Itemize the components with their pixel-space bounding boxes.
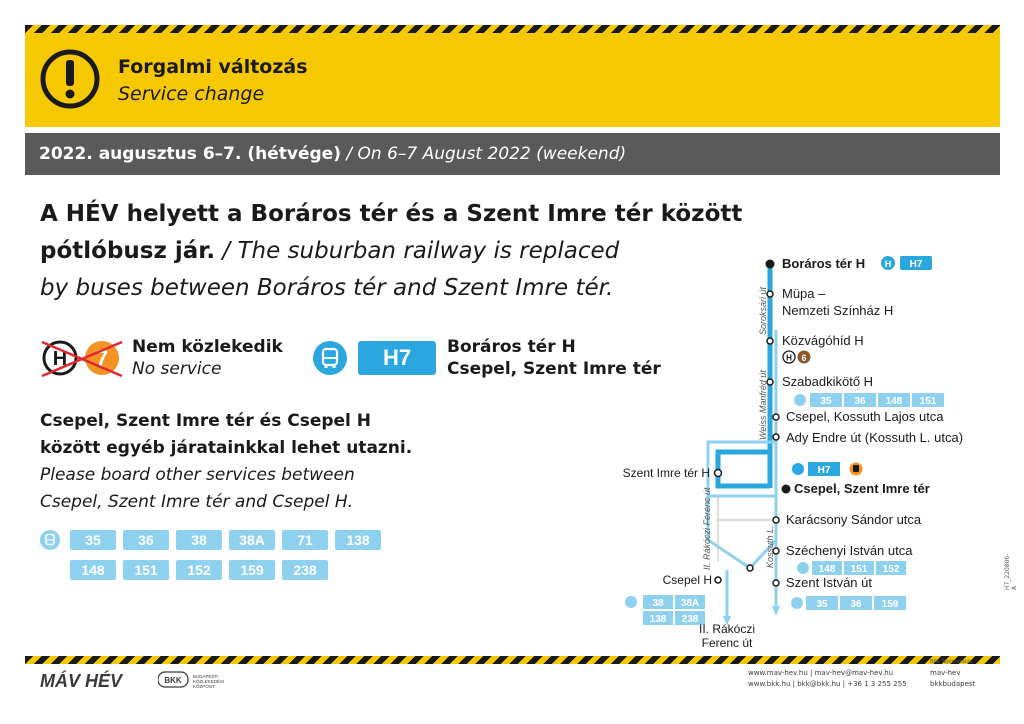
svg-text:7: 7: [95, 346, 109, 371]
route-chip-mini-label: 35: [816, 599, 828, 610]
social-bkk[interactable]: bkkbudapest: [930, 680, 976, 688]
stop-boraros: Boráros tér H: [782, 256, 866, 271]
svg-text:H: H: [884, 259, 892, 269]
social-mav[interactable]: mav-hev: [930, 669, 961, 677]
tram-6-icon: [798, 351, 811, 364]
route-chip: 238: [282, 560, 328, 580]
date-hu: 2022. augusztus 6–7. (hétvége): [39, 144, 341, 164]
contact-bkk[interactable]: www.bkk.hu | bkk@bkk.hu | +36 1 3 255 255: [748, 680, 907, 688]
route-chip-mini-label: 36: [854, 396, 866, 407]
h-icon: [783, 351, 795, 363]
stop-rakoczi-1: II. Rákóczi: [698, 622, 756, 636]
stop-dot: [766, 260, 775, 269]
svg-text:BUDAPESTI: BUDAPESTI: [193, 674, 219, 679]
no-service-en: No service: [132, 359, 222, 379]
print-code: H7_220806-A: [1004, 553, 1018, 590]
info-hu-2: között egyéb járatainkkal lehet utazni.: [40, 438, 413, 458]
route-chip-mini-label: 38A: [680, 598, 700, 609]
street-soroksari: Soroksári út: [758, 286, 768, 335]
arrow-icon: [772, 606, 780, 616]
route-chip-mini-label: 36: [850, 599, 862, 610]
route-chip-mini-label: 35: [820, 396, 832, 407]
route-chip: 148: [70, 560, 116, 580]
route-chip: 151: [123, 560, 169, 580]
social-block: [930, 668, 975, 690]
info-en-2: Csepel, Szent Imre tér and Csepel H.: [40, 492, 354, 512]
svg-text:BKK: BKK: [164, 676, 182, 685]
route-chip-mini-label: 159: [881, 599, 899, 610]
no-service-hu: Nem közlekedik: [132, 337, 283, 357]
stop-karacsony: Karácsony Sándor utca: [786, 512, 922, 527]
route-chip-mini-label: 148: [818, 564, 836, 575]
stop-szechenyi: Széchenyi István utca: [786, 543, 913, 558]
h7-mini-label: H7: [909, 259, 923, 270]
bus-icon-mini: [625, 596, 637, 608]
route-chip-mini-label: 148: [885, 396, 903, 407]
h7-badge: H7: [358, 341, 436, 375]
route-chip: 38A: [229, 530, 275, 550]
route-chip: 152: [176, 560, 222, 580]
mav-hev-logo: MÁV HÉV: [40, 671, 123, 691]
info-en-1: Please board other services between: [40, 465, 355, 485]
route-chip: 71: [282, 530, 328, 550]
stop-dot: [773, 517, 779, 523]
info-hu-1: Csepel, Szent Imre tér és Csepel H: [40, 411, 372, 431]
stop-dot: [782, 485, 791, 494]
route-chip-mini-label: 151: [850, 564, 868, 575]
credit: BKK Tájékoztatás: [930, 659, 973, 665]
h7-loop: [718, 452, 770, 486]
route-chip-mini-label: 152: [882, 564, 900, 575]
tram-icon: [850, 463, 863, 476]
street-weiss: Weiss Manfréd út: [758, 370, 768, 440]
stop-dot: [773, 580, 779, 586]
route-chip: 138: [335, 530, 381, 550]
route-map: [590, 240, 1000, 650]
date-en: / On 6–7 August 2022 (weekend): [346, 144, 627, 164]
street-kossuth: Kossuth L.: [765, 525, 775, 568]
stop-csepel-szent-imre: Csepel, Szent Imre tér: [794, 481, 930, 496]
h-icon: [881, 256, 895, 270]
bkk-logo: [158, 671, 248, 689]
contact-mav[interactable]: www.mav-hev.hu | mav-hev@mav-hev.hu: [748, 669, 894, 677]
replacement-to: Csepel, Szent Imre tér: [447, 359, 661, 379]
route-chip-mini-label: 38: [652, 598, 664, 609]
bus-icon-mini: [797, 562, 809, 574]
route-chip-mini-label: 238: [681, 614, 699, 625]
replacement-from: Boráros tér H: [447, 337, 576, 357]
street-rakoczi: II. Rákóczi Ferenc út: [702, 487, 712, 570]
no-service-icons: [40, 338, 124, 378]
stop-dot: [715, 470, 722, 477]
bus-icon-mini: [791, 597, 803, 609]
headline-line2-bold: pótlóbusz jár.: [40, 238, 216, 264]
stop-mupa-2: Nemzeti Színház H: [782, 303, 894, 318]
route-chip: 38: [176, 530, 222, 550]
route-chip: 36: [123, 530, 169, 550]
stop-szent-imre-h: Szent Imre tér H: [622, 466, 710, 480]
stop-csepel-h: Csepel H: [662, 573, 712, 587]
stop-szent-istvan: Szent István út: [786, 575, 872, 590]
stop-dot: [747, 565, 753, 571]
route-chip: 35: [70, 530, 116, 550]
stop-dot: [773, 434, 779, 440]
notice-header: [25, 33, 1000, 127]
header-title-hu: Forgalmi változás: [118, 56, 308, 78]
hazard-stripe-bottom: [25, 656, 1000, 664]
stop-ady: Ady Endre út (Kossuth L. utca): [786, 430, 964, 445]
route-chip: 159: [229, 560, 275, 580]
hazard-stripe-top: [25, 25, 1000, 33]
stop-szabadkikoto: Szabadkikötő H: [782, 374, 874, 389]
stop-dot: [773, 414, 779, 420]
header-title-en: Service change: [118, 83, 265, 105]
svg-text:KÖZLEKEDÉSI: KÖZLEKEDÉSI: [193, 679, 225, 684]
svg-text:H: H: [52, 348, 68, 370]
svg-text:H: H: [786, 353, 792, 363]
warning-icon: [39, 48, 101, 110]
date-band: [25, 133, 1000, 175]
alternative-info: [40, 408, 520, 516]
bus-icon-mini: [792, 463, 804, 475]
stop-kossuth-lajos: Csepel, Kossuth Lajos utca: [786, 409, 944, 424]
stop-mupa-1: Müpa –: [782, 286, 826, 301]
bus-icon-small: [40, 530, 60, 550]
svg-text:6: 6: [801, 353, 807, 363]
h7-mini-label: H7: [817, 465, 831, 476]
contact-block: [748, 668, 907, 690]
headline-line1: A HÉV helyett a Boráros tér és a Szent Imre tér között: [40, 201, 743, 227]
stop-dot: [767, 338, 773, 344]
route-chip-mini-label: 138: [649, 614, 667, 625]
bus-icon-mini: [794, 394, 806, 406]
stop-rakoczi-2: Ferenc út: [701, 636, 753, 650]
no-service-label: [132, 336, 283, 380]
bus-icon: [313, 341, 347, 375]
svg-text:KÖZPONT: KÖZPONT: [193, 684, 215, 689]
stop-kozvagohid: Közvágóhíd H: [782, 333, 864, 348]
headline-line3: by buses between Boráros tér and Szent Imre tér.: [40, 275, 614, 301]
route-chip-mini-label: 151: [919, 396, 937, 407]
headline-line2-italic: / The suburban railway is replaced: [222, 238, 620, 264]
stop-dot: [715, 577, 721, 583]
